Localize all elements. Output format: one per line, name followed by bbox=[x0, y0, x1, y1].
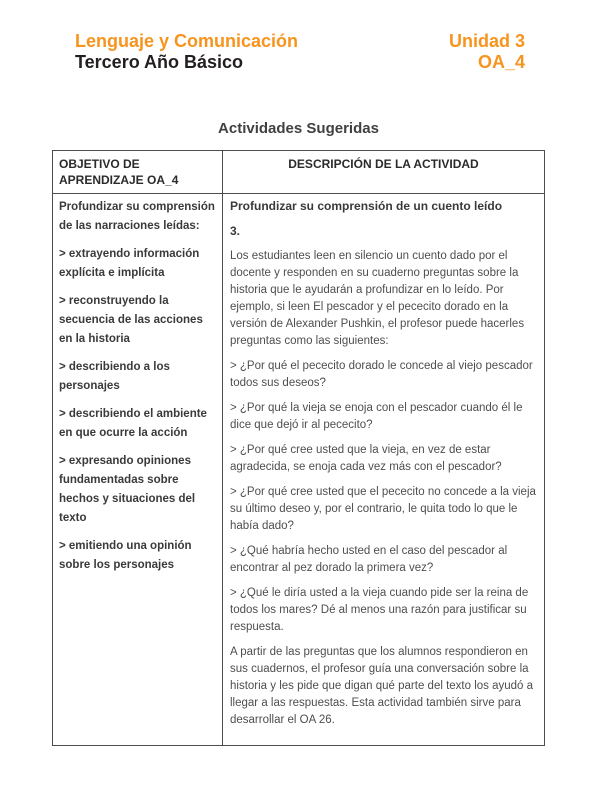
document-header bbox=[75, 31, 525, 73]
activity-number: 3. bbox=[230, 224, 241, 238]
table-row bbox=[53, 194, 545, 746]
objective-bullet: > expresando opiniones fundamentadas sobre hechos y situaciones del texto bbox=[59, 455, 196, 524]
objective-cell bbox=[53, 194, 223, 746]
activity-heading: Profundizar su comprensión de un cuento leído bbox=[230, 199, 503, 213]
activity-paragraph: Los estudiantes leen en silencio un cuento dado por el docente y responden en su cuaderno preguntas sobre la historia que le ayudarán a profundizar en lo leído. Por ejemplo, si leen El pescador y el pececito dorado en la versión de Alexander Pushkin, el profesor puede hacerles preguntas como las siguientes: bbox=[230, 250, 525, 347]
activity-question: > ¿Por qué cree usted que el pececito no concede a la vieja su último deseo y, por el contrario, le quita todo lo que le había dado? bbox=[230, 486, 536, 532]
activity-question: > ¿Por qué el pececito dorado le concede al viejo pescador todos sus deseos? bbox=[230, 360, 533, 389]
objective-bullet: > extrayendo información explícita e implícita bbox=[59, 248, 200, 279]
activity-paragraph: A partir de las preguntas que los alumnos respondieron en sus cuadernos, el profesor guía una conversación sobre la historia y les pide que digan qué parte del texto los ayudó a llegar a las respuestas. Esta actividad también sirve para desarrollar el OA 26. bbox=[230, 646, 534, 726]
grade-title: Tercero Año Básico bbox=[75, 52, 244, 72]
unit-label: Unidad 3 bbox=[448, 31, 525, 51]
objective-bullet: > reconstruyendo la secuencia de las acciones en la historia bbox=[59, 295, 203, 345]
objective-bullet: > describiendo el ambiente en que ocurre la acción bbox=[59, 408, 207, 439]
objective-bullet: > describiendo a los personajes bbox=[59, 361, 170, 392]
activity-question: > ¿Qué le diría usted a la vieja cuando pide ser la reina de todos los mares? Dé al menos una razón para justificar su respuesta. bbox=[230, 587, 529, 633]
activity-question: > ¿Por qué cree usted que la vieja, en vez de estar agradecida, se enoja cada vez más con el pescador? bbox=[230, 444, 502, 473]
page-title: Actividades Sugeridas bbox=[218, 120, 379, 137]
course-title: Lenguaje y Comunicación bbox=[75, 31, 299, 51]
header-right-block bbox=[449, 31, 525, 73]
header-left-block bbox=[75, 31, 298, 73]
objective-intro: Profundizar su comprensión de las narraciones leídas: bbox=[59, 201, 215, 232]
activity-question: > ¿Por qué la vieja se enoja con el pescador cuando él le dice que dejó ir al pececito? bbox=[230, 402, 523, 431]
activity-cell bbox=[223, 194, 545, 746]
activity-table bbox=[52, 150, 545, 746]
objective-bullet: > emitiendo una opinión sobre los personajes bbox=[59, 540, 192, 571]
activity-table-header bbox=[53, 151, 545, 194]
oa-label: OA_4 bbox=[477, 52, 525, 72]
column-header-activity: DESCRIPCIÓN DE LA ACTIVIDAD bbox=[223, 151, 545, 194]
column-header-objective: OBJETIVO DE APRENDIZAJE OA_4 bbox=[53, 151, 223, 194]
activity-question: > ¿Qué habría hecho usted en el caso del pescador al encontrar al pez dorado la primera vez? bbox=[230, 545, 508, 574]
